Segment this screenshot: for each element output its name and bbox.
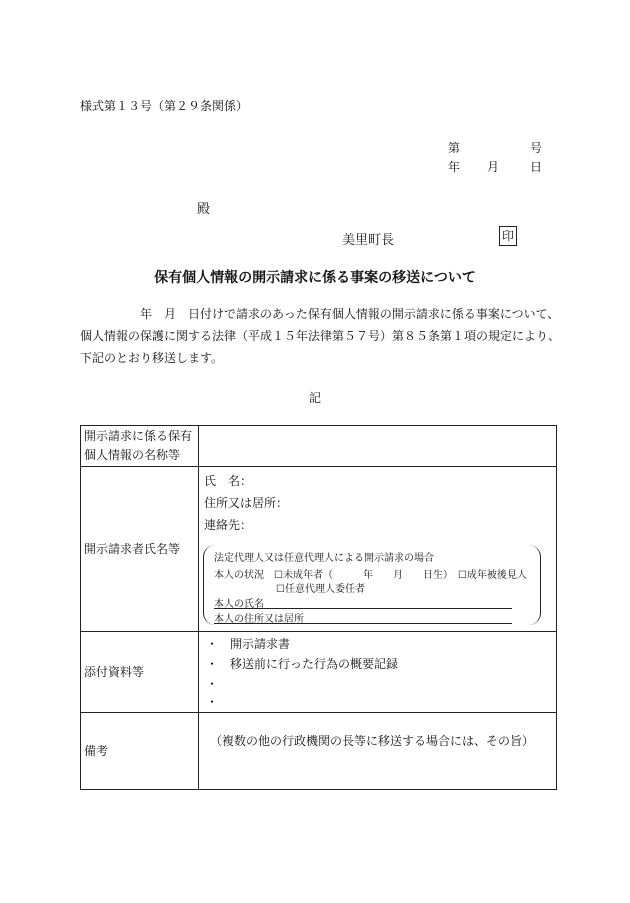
date-day-label: 日: [530, 160, 543, 174]
remarks-text: （複数の他の行政機関の長等に移送する場合には、その旨）: [210, 734, 535, 748]
body-line: 個人情報の保護に関する法律（平成１５年法律第５７号）第８５条第１項の規定により、: [80, 329, 561, 343]
requester-address-label: 住所又は居所：: [204, 496, 289, 510]
principal-name-underline: [214, 608, 512, 609]
attachment-item: ・: [206, 677, 219, 691]
row-label: 開示請求者氏名等: [84, 541, 181, 556]
row-label: 開示請求に係る保有: [84, 429, 193, 443]
seal-box: 印: [499, 226, 517, 246]
agent-request-box: [203, 545, 541, 625]
attachments-value-cell: [199, 632, 557, 713]
agent-status-line: 本人の状況 ☐未成年者（ 年 月 日生） ☐成年被後見人: [214, 570, 527, 581]
row-label: 添付資料等: [84, 664, 145, 679]
requester-name-label: 氏 名：: [204, 474, 253, 488]
attachment-item: ・ 開示請求書: [206, 637, 291, 651]
info-name-value-cell[interactable]: [199, 426, 557, 467]
table-row: [81, 467, 557, 632]
attachment-item: ・: [206, 695, 219, 709]
addressee-suffix: 殿: [197, 202, 211, 217]
body-line: 下記のとおり移送します。: [80, 351, 224, 365]
row-label: 備考: [84, 743, 109, 758]
transfer-details-table: [80, 425, 557, 790]
ki-heading: 記: [308, 391, 321, 405]
sender-name: 美里町長: [342, 233, 395, 248]
remarks-value-cell: [199, 713, 557, 790]
table-row: [81, 713, 557, 790]
remarks-label-cell: [81, 713, 199, 790]
document-title: 保有個人情報の開示請求に係る事案の移送について: [154, 270, 476, 286]
table-row: [81, 426, 557, 467]
principal-name-label: 本人の氏名: [214, 599, 264, 610]
document-number-label: 第: [448, 141, 461, 155]
date-year-label: 年: [448, 160, 461, 174]
document-number-suffix: 号: [530, 141, 543, 155]
row-label: 個人情報の名称等: [84, 448, 181, 462]
attachment-item: ・ 移送前に行った行為の概要記録: [206, 657, 399, 671]
info-name-label-cell: [81, 426, 199, 467]
table-row: [81, 632, 557, 713]
body-line: 年 月 日付けで請求のあった保有個人情報の開示請求に係る事案について、: [80, 307, 560, 321]
requester-value-cell: [199, 467, 557, 632]
requester-contact-label: 連絡先：: [204, 518, 253, 532]
body-paragraph: [80, 303, 560, 369]
attachments-label-cell: [81, 632, 199, 713]
agent-heading: 法定代理人又は任意代理人による開示請求の場合: [214, 553, 434, 564]
agent-status-line: ☐任意代理人委任者: [276, 584, 365, 595]
requester-label-cell: [81, 467, 199, 632]
principal-address-label: 本人の住所又は居所: [214, 614, 304, 625]
form-number: 様式第１３号（第２９条関係）: [80, 99, 249, 113]
principal-address-underline: [214, 623, 512, 624]
date-month-label: 月: [487, 160, 500, 174]
